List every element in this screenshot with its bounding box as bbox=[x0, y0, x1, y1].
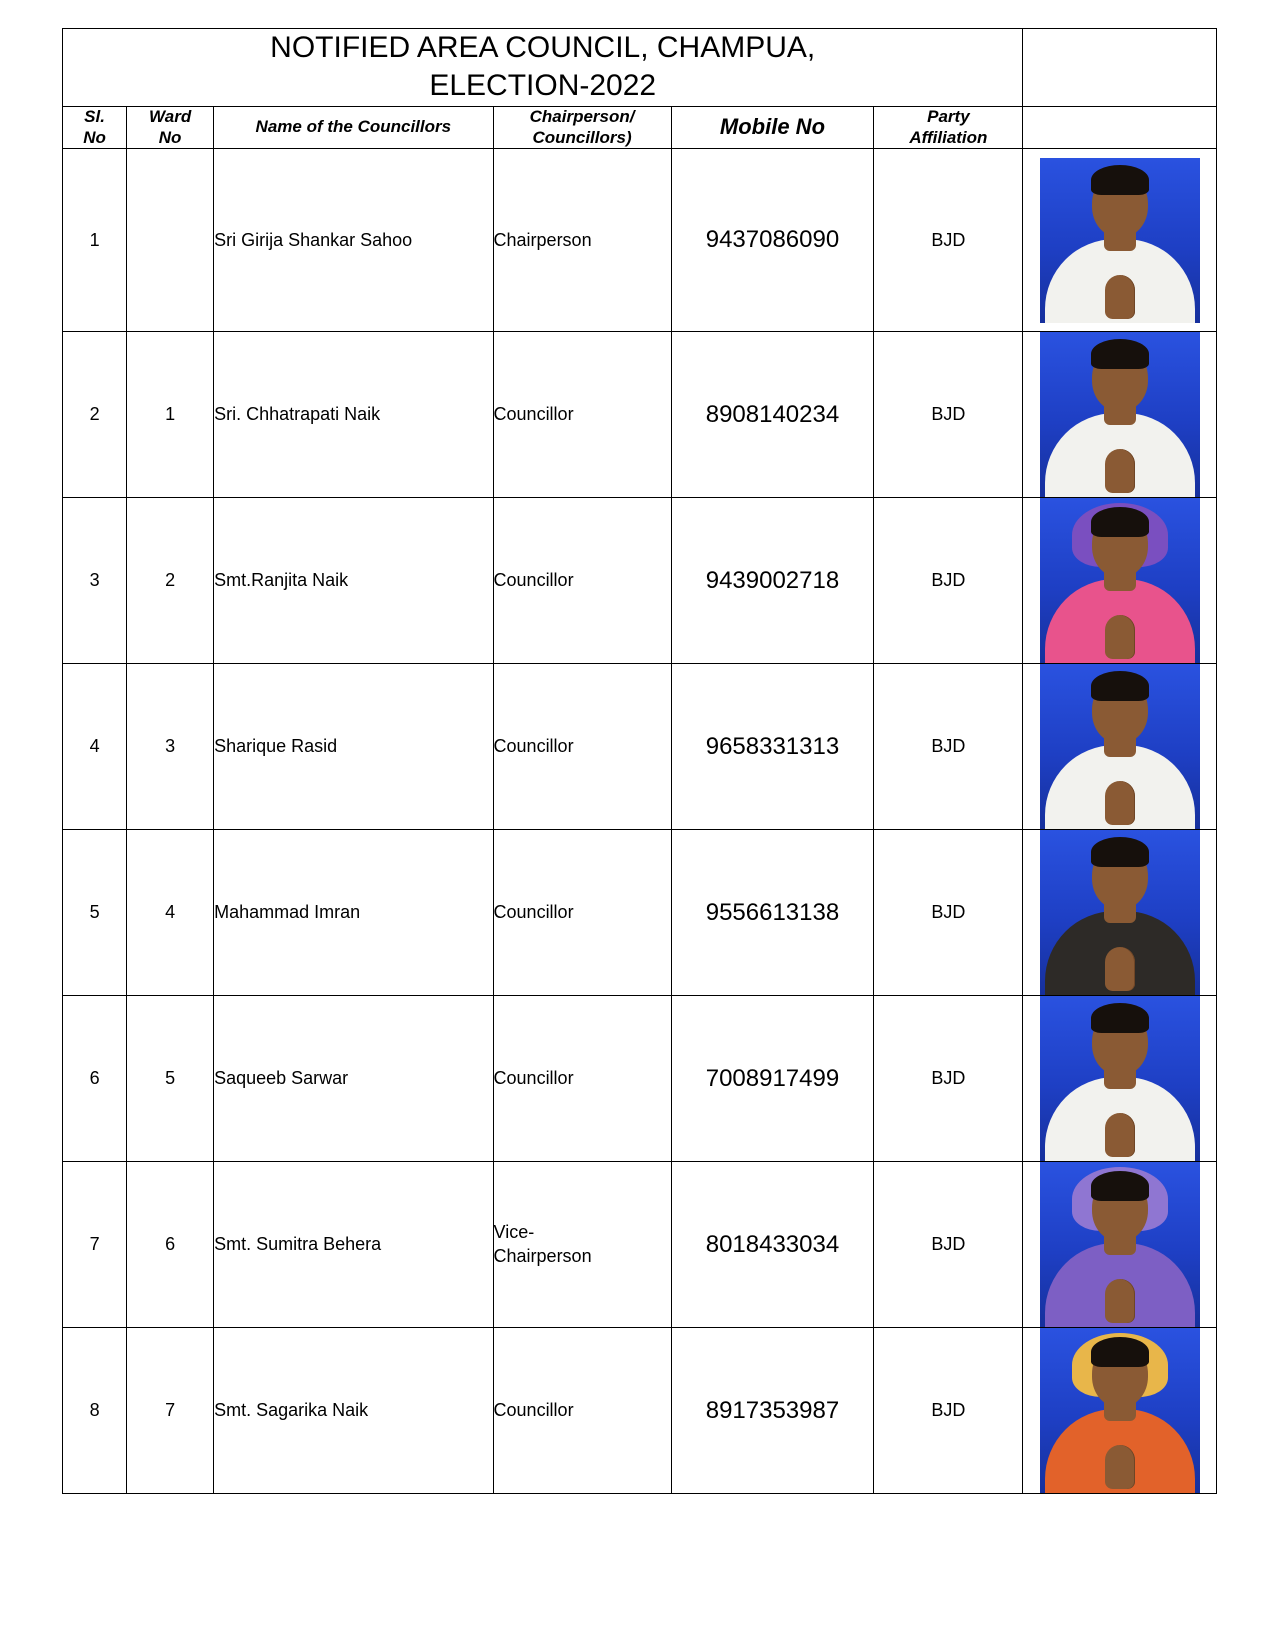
cell-mobile: 8908140234 bbox=[671, 332, 874, 498]
cell-photo bbox=[1023, 1162, 1217, 1328]
cell-mobile: 9658331313 bbox=[671, 664, 874, 830]
councillor-photo bbox=[1040, 332, 1200, 497]
table-row bbox=[63, 1328, 1217, 1494]
table-row bbox=[63, 498, 1217, 664]
cell-ward-no bbox=[127, 149, 214, 332]
header-role-line2: Councillors) bbox=[532, 127, 632, 147]
header-party-line1: Party bbox=[927, 106, 970, 126]
cell-role: Councillor bbox=[493, 664, 671, 830]
cell-role bbox=[493, 1162, 671, 1328]
header-party-line2: Affiliation bbox=[909, 127, 988, 147]
header-ward-no-line2: No bbox=[158, 127, 182, 147]
header-role-line1: Chairperson/ bbox=[529, 106, 635, 126]
cell-party: BJD bbox=[874, 830, 1023, 996]
cell-mobile: 9437086090 bbox=[671, 149, 874, 332]
header-role bbox=[493, 106, 671, 148]
cell-mobile: 7008917499 bbox=[671, 996, 874, 1162]
cell-party: BJD bbox=[874, 1162, 1023, 1328]
cell-party: BJD bbox=[874, 1328, 1023, 1494]
cell-ward-no: 6 bbox=[127, 1162, 214, 1328]
table-header-row bbox=[63, 106, 1217, 148]
cell-role: Councillor bbox=[493, 1328, 671, 1494]
cell-party: BJD bbox=[874, 996, 1023, 1162]
cell-name: Smt. Sumitra Behera bbox=[214, 1162, 493, 1328]
cell-sl-no: 7 bbox=[63, 1162, 127, 1328]
cell-party: BJD bbox=[874, 149, 1023, 332]
cell-name: Smt.Ranjita Naik bbox=[214, 498, 493, 664]
cell-ward-no: 2 bbox=[127, 498, 214, 664]
cell-name: Sri. Chhatrapati Naik bbox=[214, 332, 493, 498]
table-row bbox=[63, 332, 1217, 498]
title-row bbox=[63, 29, 1217, 107]
table-row bbox=[63, 830, 1217, 996]
cell-role: Councillor bbox=[493, 498, 671, 664]
cell-sl-no: 4 bbox=[63, 664, 127, 830]
title-line-2: ELECTION-2022 bbox=[429, 69, 657, 103]
cell-party: BJD bbox=[874, 498, 1023, 664]
cell-ward-no: 7 bbox=[127, 1328, 214, 1494]
councillor-photo bbox=[1040, 158, 1200, 323]
title-line-1: NOTIFIED AREA COUNCIL, CHAMPUA, bbox=[270, 31, 816, 64]
table-row bbox=[63, 1162, 1217, 1328]
cell-photo bbox=[1023, 149, 1217, 332]
header-mobile: Mobile No bbox=[671, 106, 874, 148]
cell-party: BJD bbox=[874, 332, 1023, 498]
header-sl-no bbox=[63, 106, 127, 148]
cell-name: Smt. Sagarika Naik bbox=[214, 1328, 493, 1494]
cell-photo bbox=[1023, 830, 1217, 996]
cell-party: BJD bbox=[874, 664, 1023, 830]
councillor-photo bbox=[1040, 664, 1200, 829]
councillor-photo bbox=[1040, 498, 1200, 663]
table-row bbox=[63, 149, 1217, 332]
cell-sl-no: 5 bbox=[63, 830, 127, 996]
cell-ward-no: 1 bbox=[127, 332, 214, 498]
cell-name: Sri Girija Shankar Sahoo bbox=[214, 149, 493, 332]
cell-mobile: 9556613138 bbox=[671, 830, 874, 996]
header-party bbox=[874, 106, 1023, 148]
table-row bbox=[63, 664, 1217, 830]
header-name: Name of the Councillors bbox=[214, 106, 493, 148]
cell-role: Councillor bbox=[493, 996, 671, 1162]
cell-role-line2: Chairperson bbox=[493, 1245, 592, 1266]
cell-sl-no: 2 bbox=[63, 332, 127, 498]
cell-sl-no: 6 bbox=[63, 996, 127, 1162]
header-ward-no-line1: Ward bbox=[149, 106, 192, 126]
cell-photo bbox=[1023, 664, 1217, 830]
cell-name: Saqueeb Sarwar bbox=[214, 996, 493, 1162]
councillor-photo bbox=[1040, 1328, 1200, 1493]
header-ward-no bbox=[127, 106, 214, 148]
councillor-photo bbox=[1040, 830, 1200, 995]
councillor-photo bbox=[1040, 1162, 1200, 1327]
cell-mobile: 8917353987 bbox=[671, 1328, 874, 1494]
table-row bbox=[63, 996, 1217, 1162]
cell-photo bbox=[1023, 332, 1217, 498]
cell-role: Councillor bbox=[493, 332, 671, 498]
cell-ward-no: 4 bbox=[127, 830, 214, 996]
cell-photo bbox=[1023, 996, 1217, 1162]
cell-name: Sharique Rasid bbox=[214, 664, 493, 830]
cell-role-line1: Vice- bbox=[493, 1222, 535, 1243]
header-sl-no-line2: No bbox=[83, 127, 106, 147]
cell-sl-no: 8 bbox=[63, 1328, 127, 1494]
cell-ward-no: 3 bbox=[127, 664, 214, 830]
document-title bbox=[63, 29, 1023, 107]
title-row-empty-cell bbox=[1023, 29, 1217, 107]
cell-photo bbox=[1023, 1328, 1217, 1494]
councillors-table bbox=[62, 28, 1217, 1494]
header-sl-no-line1: Sl. bbox=[84, 106, 105, 126]
cell-name: Mahammad Imran bbox=[214, 830, 493, 996]
cell-photo bbox=[1023, 498, 1217, 664]
cell-mobile: 8018433034 bbox=[671, 1162, 874, 1328]
cell-ward-no: 5 bbox=[127, 996, 214, 1162]
cell-role: Councillor bbox=[493, 830, 671, 996]
cell-mobile: 9439002718 bbox=[671, 498, 874, 664]
cell-sl-no: 1 bbox=[63, 149, 127, 332]
councillor-photo bbox=[1040, 996, 1200, 1161]
cell-sl-no: 3 bbox=[63, 498, 127, 664]
cell-role: Chairperson bbox=[493, 149, 671, 332]
header-photo bbox=[1023, 106, 1217, 148]
